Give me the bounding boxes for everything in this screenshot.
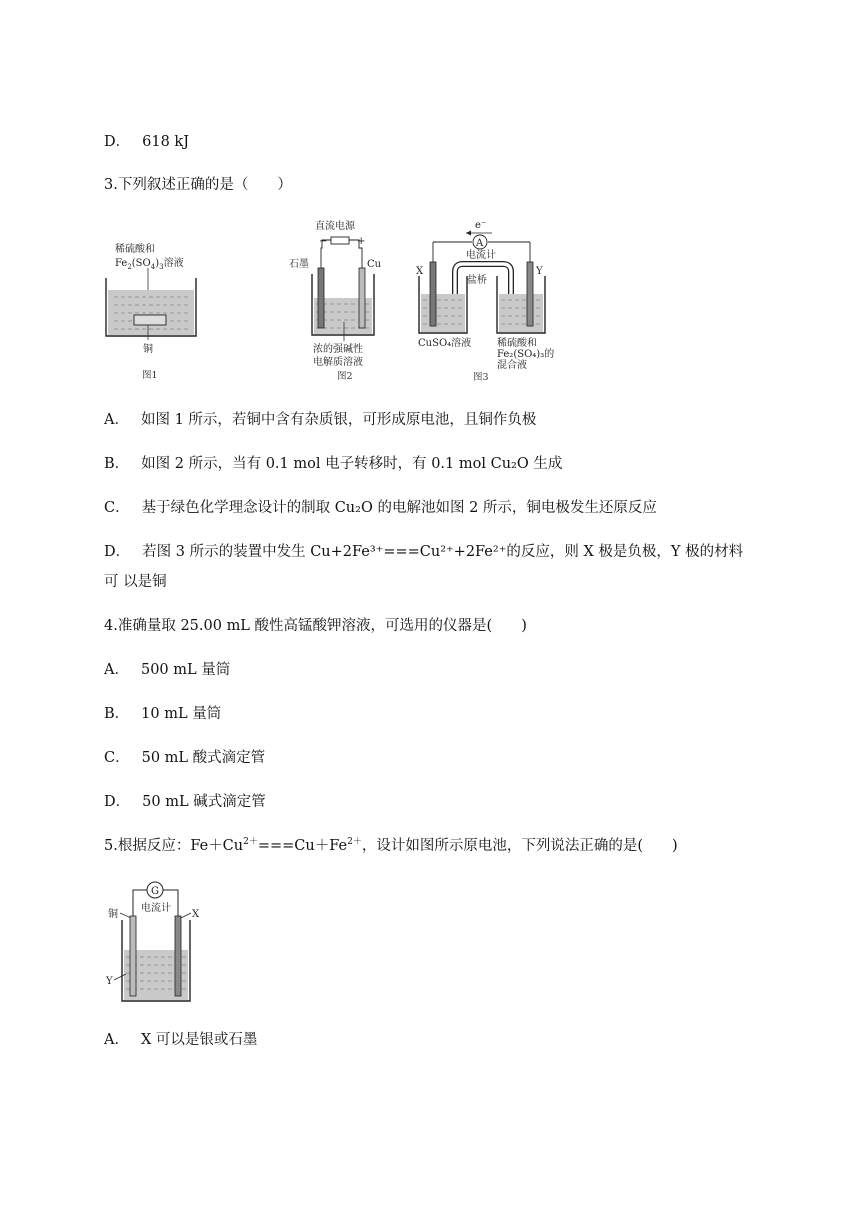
fig2-cu-electrode [359,268,365,328]
q3-stem: 3.下列叙述正确的是（ ） [104,177,292,193]
q5-charge-1: 2＋ [243,837,258,848]
fig2-minus: − [319,236,328,247]
fig3-caption: 图3 [473,372,489,383]
q4-option-b [104,704,221,724]
fig3-x-label: X [416,266,424,277]
q4-option-a [104,660,230,680]
q5-stem-part1: 5.根据反应：Fe＋Cu [104,838,244,854]
q4-option-d [104,792,266,812]
figure-1 [106,242,196,381]
fig3-y-electrode [527,262,533,326]
option-text: 如图 1 所示，若铜中含有杂质银，可形成原电池，且铜作负极 [140,412,537,428]
q3-option-b [104,454,562,474]
fig2-power-box [331,237,349,244]
option-letter: C． [104,500,130,516]
option-text: 618 kJ [142,134,190,150]
copper-label: 铜 [108,909,118,920]
fig1-caption: 图1 [142,370,158,381]
fig3-ammeter-label: A [476,238,484,249]
option-letter: B． [104,456,130,472]
option-letter: A． [104,412,129,428]
fig3-left-solution-label: CuSO₄溶液 [418,338,472,349]
option-text: 50 mL 酸式滴定管 [141,750,266,766]
fig2-elec-line2: 电解质溶液 [313,357,363,368]
option-letter: D． [104,544,131,560]
copper-electrode [130,916,136,996]
meter-label: 电流计 [141,903,171,914]
option-text: 500 mL 量筒 [140,662,231,678]
option-letter: D． [104,794,131,810]
option-text: 10 mL 量筒 [141,706,222,722]
fig3-right-label-line1: 稀硫酸和 [497,338,537,349]
fig2-graphite-electrode [318,268,324,328]
fig2-power-label: 直流电源 [315,221,355,232]
fig1-label-line2: $Fe_2(SO_4)_3$溶液 [115,258,184,271]
q5-stem [104,836,678,856]
y-label: Y [106,976,113,987]
q4-stem: 4.准确量取 25.00 mL 酸性高锰酸钾溶液，可选用的仪器是( ) [104,618,527,634]
fig3-electron-label: e⁻ [475,220,487,231]
figure-3 [416,220,554,383]
fig3-y-label: Y [536,266,543,277]
q3-option-d [104,537,754,597]
fig1-copper-label: 铜 [143,344,153,355]
q5-stem-part3: ，设计如图所示原电池，下列说法正确的是( ) [361,838,678,854]
galvanometer-label: G [151,886,159,897]
fig1-label-line1: 稀硫酸和 [115,244,155,255]
x-electrode [175,916,181,996]
fig1-copper-plate [134,315,166,325]
fig2-plus: + [357,236,366,247]
fig2-caption: 图2 [337,371,353,382]
fig3-x-electrode [430,262,436,326]
option-text: 若图 3 所示的装置中发生 Cu+2Fe³⁺===Cu²⁺+2Fe²⁺的反应，则 X 极是负极，Y 极的材料可 以是铜 [104,544,744,590]
option-letter: A． [104,662,129,678]
q3-figures [100,212,580,392]
q5-charge-2: 2＋ [347,837,362,848]
figure-2 [289,219,382,382]
q3-option-a [104,410,536,430]
fig3-right-label-line2: Fe₂(SO₄)₃的 [497,349,555,360]
x-label: X [192,909,200,920]
option-letter: A． [104,1032,129,1048]
fig3-salt-bridge-label: 盐桥 [467,275,487,286]
option-letter: C． [104,750,130,766]
q5-figure [100,876,210,1012]
fig3-right-label-line3: 混合液 [497,360,527,371]
option-letter: B． [104,706,130,722]
option-text: X 可以是银或石墨 [140,1032,258,1048]
fig2-cu-label: Cu [367,259,382,270]
option-letter: D． [104,134,131,150]
q2-option-d [104,132,189,152]
q3-option-c [104,498,657,518]
q5-stem-part2: ===Cu＋Fe [257,838,348,854]
option-text: 如图 2 所示，当有 0.1 mol 电子转移时，有 0.1 mol Cu₂O 生成 [141,456,563,472]
option-text: 基于绿色化学理念设计的制取 Cu₂O 的电解池如图 2 所示，铜电极发生还原反应 [141,500,657,516]
q5-option-a [104,1030,257,1050]
q4-option-c [104,748,265,768]
fig2-elec-line1: 浓的强碱性 [313,344,363,355]
option-text: 50 mL 碱式滴定管 [142,794,266,810]
fig3-meter-label: 电流计 [466,250,496,261]
fig2-graphite-label: 石墨 [289,259,309,270]
